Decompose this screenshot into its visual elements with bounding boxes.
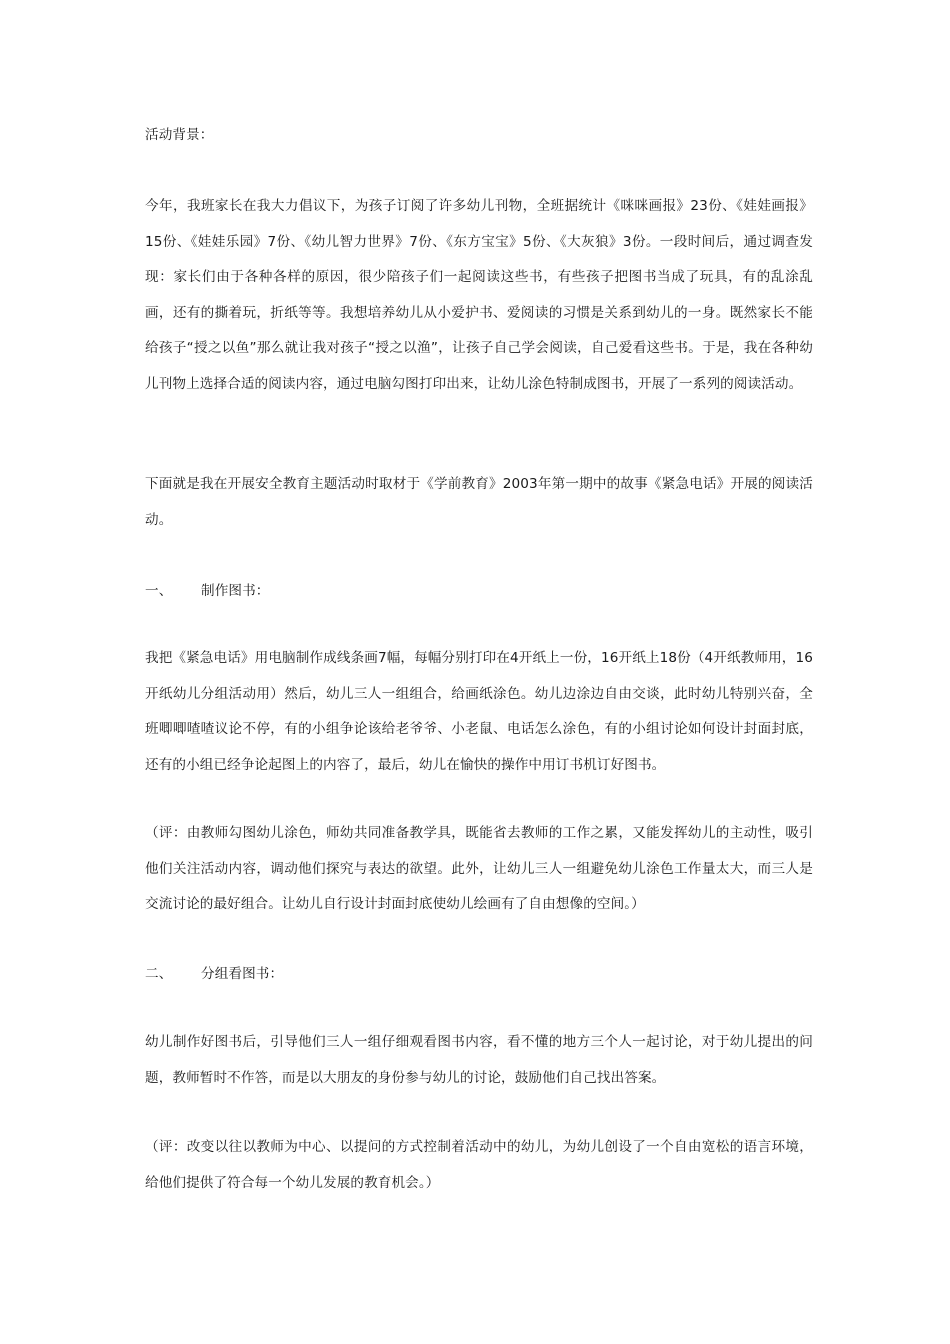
section2-heading	[145, 957, 813, 993]
section1-number: 一、	[145, 583, 173, 599]
intro-paragraph: 今年，我班家长在我大力倡议下，为孩子订阅了许多幼儿刊物，全班据统计《咪咪画报》23份、《娃娃画报》15份、《娃娃乐园》7份、《幼儿智力世界》7份、《东方宝宝》5份、《大灰狼》3份。一段时间后，通过调查发现：家长们由于各种各样的原因，很少陪孩子们一起阅读这些书，有些孩子把图书当成了玩具，有的乱涂乱画，还有的撕着玩，折纸等等。我想培养幼儿从小爱护书、爱阅读的习惯是关系到幼儿的一身。既然家长不能给孩子“授之以鱼”那么就让我对孩子“授之以渔”，让孩子自己学会阅读，自己爱看这些书。于是，我在各种幼儿刊物上选择合适的阅读内容，通过电脑勾图打印出来，让幼儿涂色特制成图书，开展了一系列的阅读活动。	[145, 198, 813, 392]
section2-comment: （评：改变以往以教师为中心、以提问的方式控制着活动中的幼儿，为幼儿创设了一个自由宽松的语言环境，给他们提供了符合每一个幼儿发展的教育机会。）	[145, 1139, 813, 1191]
section1-comment: （评：由教师勾图幼儿涂色，师幼共同准备教学具，既能省去教师的工作之累，又能发挥幼儿的主动性，吸引他们关注活动内容，调动他们探究与表达的欲望。此外，让幼儿三人一组避免幼儿涂色工作量太大，而三人是交流讨论的最好组合。让幼儿自行设计封面封底使幼儿绘画有了自由想像的空间。）	[145, 825, 813, 912]
section1-heading	[145, 574, 813, 610]
section2-title: 分组看图书：	[201, 966, 284, 982]
background-title: 活动背景：	[145, 127, 214, 143]
section1-body: 我把《紧急电话》用电脑制作成线条画7幅，每幅分别打印在4开纸上一份，16开纸上18份（4开纸教师用，16开纸幼儿分组活动用）然后，幼儿三人一组组合，给画纸涂色。幼儿边涂边自由交谈，此时幼儿特别兴奋，全班唧唧喳喳议论不停，有的小组争论该给老爷爷、小老鼠、电话怎么涂色，有的小组讨论如何设计封面封底，还有的小组已经争论起图上的内容了，最后，幼儿在愉快的操作中用订书机订好图书。	[145, 650, 813, 773]
section1-title: 制作图书：	[201, 583, 270, 599]
source-paragraph: 下面就是我在开展安全教育主题活动时取材于《学前教育》2003年第一期中的故事《紧急电话》开展的阅读活动。	[145, 476, 813, 528]
section2-body: 幼儿制作好图书后，引导他们三人一组仔细观看图书内容，看不懂的地方三个人一起讨论，对于幼儿提出的问题，教师暂时不作答，而是以大朋友的身份参与幼儿的讨论，鼓励他们自己找出答案。	[145, 1034, 813, 1086]
section2-number: 二、	[145, 966, 173, 982]
